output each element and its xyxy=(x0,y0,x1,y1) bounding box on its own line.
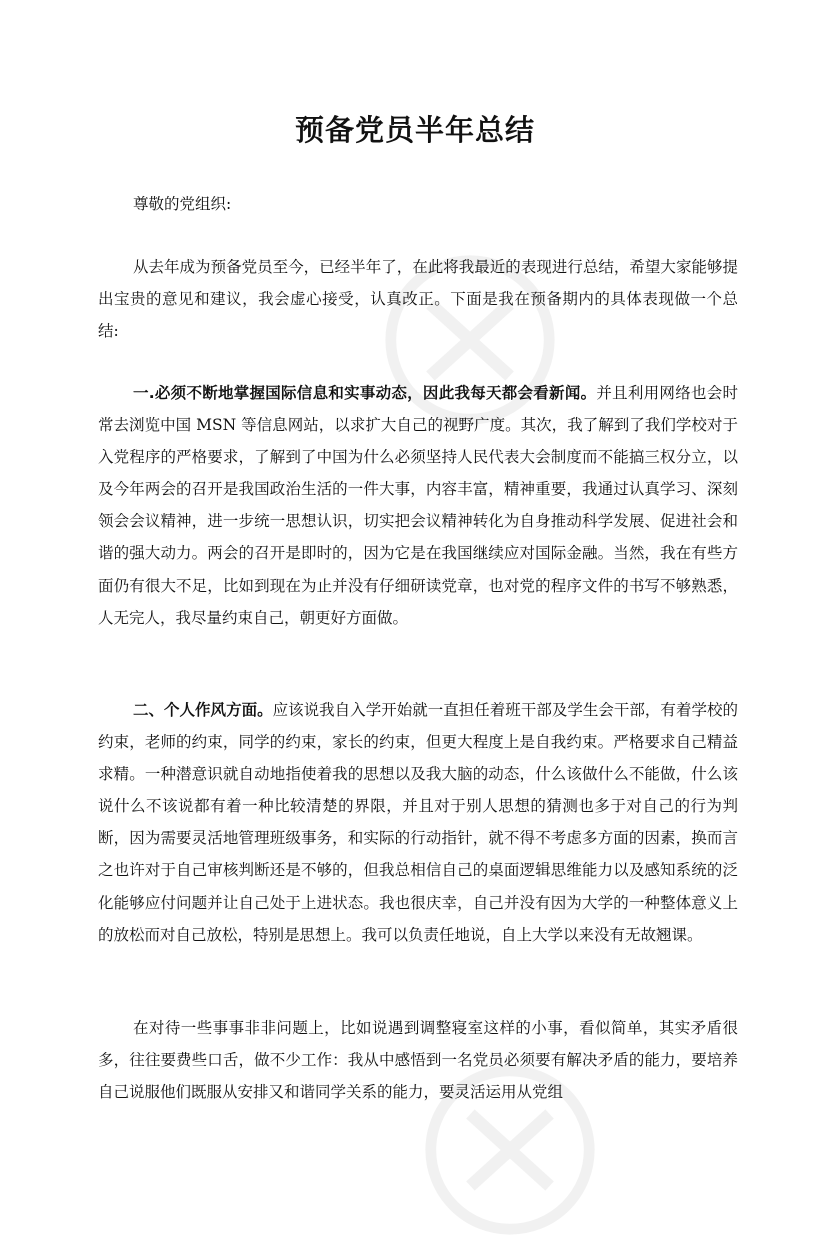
paragraph-text: 应该说我自入学开始就一直担任着班干部及学生会干部，有着学校的约束，老师的约束，同学的约束，家长的约束，但更大程度上是自我约束。严格要求自己精益求精。一种潜意识就自动地指使着我的思想以及我大脑的动态，什么该做什么不能做，什么该说什么不该说都有着一种比较清楚的界限，并且对于别人思想的猜测也多于对自己的行为判断，因为需要灵活地管理班级事务，和实际的行动指针，就不得不考虑多方面的因素，换而言之也许对于自己审核判断还是不够的，但我总相信自己的桌面逻辑思维能力以及感知系统的泛化能够应付问题并让自己处于上进状态。我也很庆幸，自己并没有因为大学的一种整体意义上的放松而对自己放松，特别是思想上。我可以负责任地说，自上大学以来没有无故翘课。 xyxy=(98,701,738,944)
paragraph-conflicts xyxy=(98,1012,738,1108)
section-heading: 二、个人作风方面。 xyxy=(133,701,273,719)
document-title: 预备党员半年总结 xyxy=(294,113,535,147)
salutation: 尊敬的党组织: xyxy=(133,195,232,213)
paragraph-text: 并且利用网络也会时常去浏览中国 MSN 等信息网站，以求扩大自己的视野广度。其次，我了解到了我们学校对于入党程序的严格要求，了解到了中国为什么必须坚持人民代表大会制度而不能搞三权分立，以及今年两会的召开是我国政治生活的一件大事，内容丰富，精神重要，我通过认真学习、深刻领会会议精神，进一步统一思想认识，切实把会议精神转化为自身推动科学发展、促进社会和谐的强大动力。两会的召开是即时的，因为它是在我国继续应对国际金融。当然，我在有些方面仍有很大不足，比如到现在为止并没有仔细研读党章，也对党的程序文件的书写不够熟悉，人无完人，我尽量约束自己，朝更好方面做。 xyxy=(98,384,738,627)
paragraph-section-1 xyxy=(98,377,738,634)
section-heading: 一.必须不断地掌握国际信息和实事动态，因此我每天都会看新闻。 xyxy=(133,384,597,402)
paragraph-section-2 xyxy=(98,694,738,951)
paragraph-text: 在对待一些事事非非问题上，比如说遇到调整寝室这样的小事，看似简单，其实矛盾很多，往往要费些口舌，做不少工作：我从中感悟到一名党员必须要有解决矛盾的能力，要培养自己说服他们既服从安排又和谐同学关系的能力，要灵活运用从党组 xyxy=(98,1019,738,1102)
paragraph-text: 从去年成为预备党员至今，已经半年了，在此将我最近的表现进行总结，希望大家能够提出宝贵的意见和建议，我会虚心接受，认真改正。下面是我在预备期内的具体表现做一个总结: xyxy=(98,258,738,341)
paragraph-intro xyxy=(98,251,738,347)
